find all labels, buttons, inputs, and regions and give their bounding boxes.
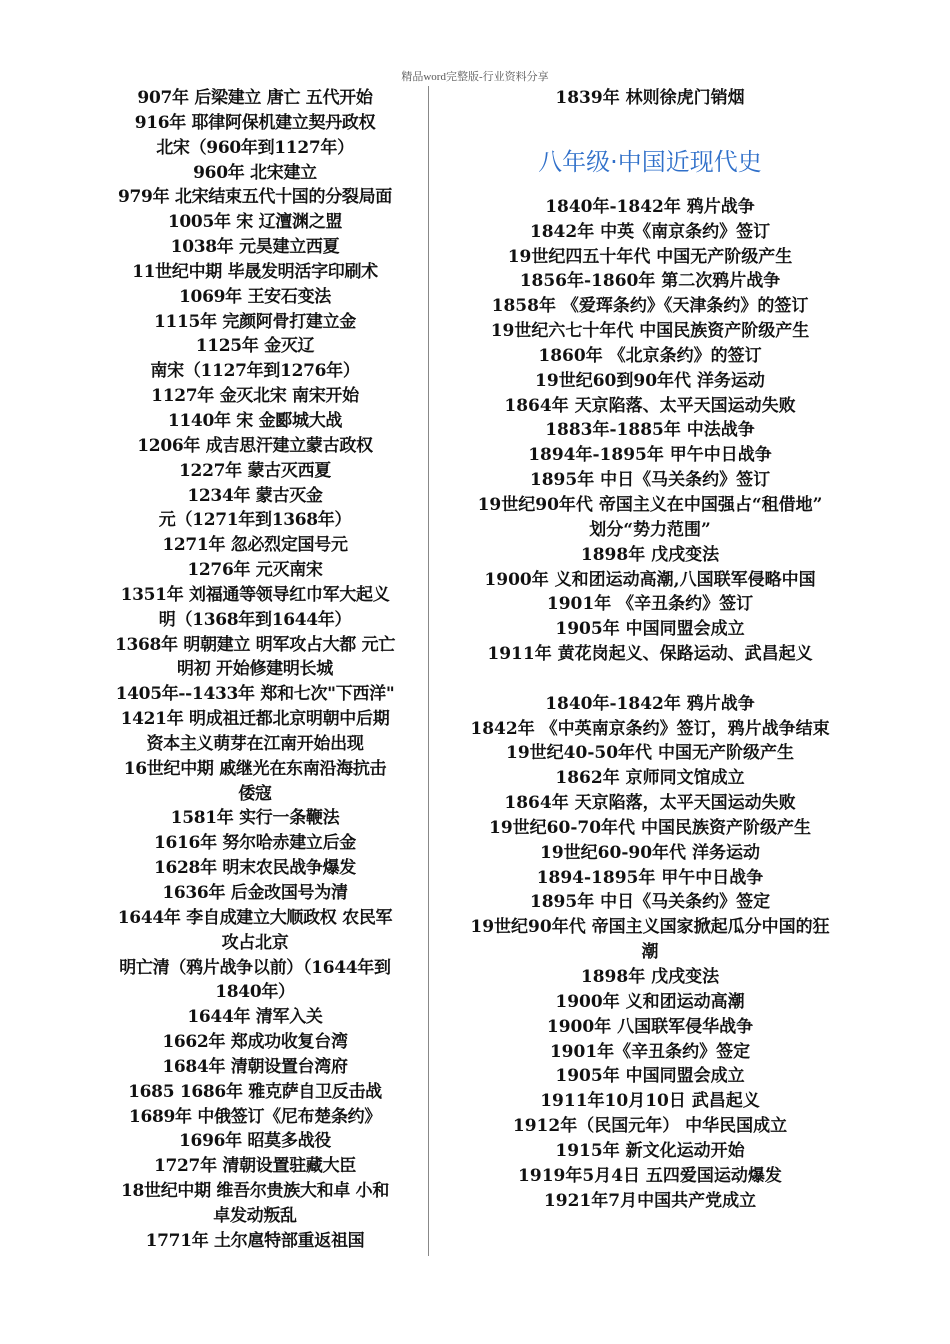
timeline-entry: 卓发动叛乱 <box>213 1205 297 1226</box>
left-column <box>96 86 414 1254</box>
timeline-entry: 1771年 土尔扈特部重返祖国 <box>145 1230 365 1251</box>
timeline-entry: 1901年《辛丑条约》签定 <box>549 1041 751 1062</box>
timeline-entry: 960年 北宋建立 <box>193 162 317 183</box>
timeline-entry: 19世纪60到90年代 洋务运动 <box>535 370 765 391</box>
timeline-entry: 1069年 王安石变法 <box>179 286 331 307</box>
timeline-entry: 资本主义萌芽在江南开始出现 <box>146 733 364 754</box>
timeline-entry: 1351年 刘福通等领导红巾军大起义 <box>120 584 390 605</box>
timeline-entry: 倭寇 <box>238 783 272 804</box>
timeline-entry: 1689年 中俄签订《尼布楚条约》 <box>128 1106 382 1127</box>
timeline-entry: 1227年 蒙古灭西夏 <box>179 460 331 481</box>
timeline-entry: 1234年 蒙古灭金 <box>187 485 323 506</box>
timeline-entry: 1038年 元昊建立西夏 <box>170 237 340 258</box>
timeline-entry: 1898年 戊戌变法 <box>580 967 720 987</box>
timeline-entry: 1911年 黄花岗起义、保路运动、武昌起义 <box>487 644 813 665</box>
timeline-entry: 1900年 八国联军侵华战争 <box>546 1016 754 1037</box>
timeline-entry: 划分“势力范围” <box>589 519 711 540</box>
timeline-entry: 1405年--1433年 郑和七次"下西洋" <box>115 684 395 705</box>
timeline-entry: 1842年 中英《南京条约》签订 <box>529 221 771 242</box>
timeline-entry: 11世纪中期 毕晟发明活字印刷术 <box>132 261 378 282</box>
timeline-entry: 1895年 中日《马关条约》签订 <box>529 470 771 491</box>
timeline-entry: 1421年 明成祖迁都北京明朝中后期 <box>120 709 390 730</box>
timeline-entry: 1125年 金灭辽 <box>195 336 315 357</box>
timeline-entry: 18世纪中期 维吾尔贵族大和卓 小和 <box>120 1181 390 1202</box>
timeline-entry: 1860年 《北京条约》的签订 <box>538 345 762 366</box>
right-column <box>440 86 860 1213</box>
timeline-entry: 1864年 天京陷落、太平天国运动失败 <box>504 395 796 416</box>
timeline-entry: 1856年-1860年 第二次鸦片战争 <box>519 271 781 292</box>
timeline-entry: 19世纪90年代 帝国主义国家掀起瓜分中国的狂 <box>470 917 830 938</box>
timeline-entry: 19世纪40-50年代 中国无产阶级产生 <box>506 743 794 764</box>
timeline-entry: 1840年-1842年 鸦片战争 <box>545 693 755 714</box>
timeline-entry: 明（1368年到1644年） <box>158 609 352 630</box>
timeline-entry: 19世纪四五十年代 中国无产阶级产生 <box>507 246 793 267</box>
timeline-entry: 1581年 实行一条鞭法 <box>170 808 340 829</box>
timeline-entry: 1894年-1895年 甲午中日战争 <box>528 445 772 466</box>
timeline-entry: 979年 北宋结束五代十国的分裂局面 <box>117 187 392 208</box>
timeline-entry: 1842年 《中英南京条约》签订，鸦片战争结束 <box>470 718 830 739</box>
timeline-entry: 1616年 努尔哈赤建立后金 <box>153 833 357 854</box>
timeline-entry: 907年 后梁建立 唐亡 五代开始 <box>137 88 373 108</box>
timeline-entry: 1115年 完颜阿骨打建立金 <box>153 311 357 332</box>
timeline-group-1 <box>440 195 860 667</box>
timeline-entry: 攻占北京 <box>221 932 289 953</box>
timeline-entry: 1895年 中日《马关条约》签定 <box>529 892 771 913</box>
timeline-entry: 明亡清（鸦片战争以前）（1644年到 <box>119 957 391 978</box>
timeline-group-2 <box>440 692 860 1214</box>
timeline-entry: 1898年 戊戌变法 <box>580 544 720 565</box>
timeline-entry: 1696年 昭莫多战役 <box>179 1131 331 1152</box>
timeline-entry: 19世纪六七十年代 中国民族资产阶级产生 <box>490 321 810 342</box>
timeline-entry: 1839年 林则徐虎门销烟 <box>555 88 745 108</box>
timeline-entry: 1206年 成吉思汗建立蒙古政权 <box>137 435 373 456</box>
timeline-entry: 1900年 义和团运动高潮,八国联军侵略中国 <box>484 569 816 590</box>
timeline-entry: 1840年） <box>215 982 295 1003</box>
timeline-entry: 19世纪60-70年代 中国民族资产阶级产生 <box>489 817 811 838</box>
section-title: 八年级·中国近现代史 <box>538 147 762 176</box>
timeline-entry: 16世纪中期 戚继光在东南沿海抗击 <box>123 758 387 779</box>
timeline-entry: 1900年 义和团运动高潮 <box>555 991 745 1012</box>
timeline-entry: 1919年5月4日 五四爱国运动爆发 <box>518 1165 782 1186</box>
column-divider <box>428 86 429 1256</box>
timeline-entry: 明初 开始修建明长城 <box>177 659 333 680</box>
timeline-entry: 916年 耶律阿保机建立契丹政权 <box>134 112 376 133</box>
timeline-entry: 19世纪90年代 帝国主义在中国强占“租借地” <box>477 494 823 515</box>
timeline-entry: 1005年 宋 辽澶渊之盟 <box>167 212 343 233</box>
timeline-entry: 1894-1895年 甲午中日战争 <box>536 867 764 888</box>
timeline-entry: 1840年-1842年 鸦片战争 <box>545 196 755 217</box>
timeline-entry: 1921年7月中国共产党成立 <box>543 1190 757 1211</box>
timeline-entry: 南宋（1127年到1276年） <box>150 361 360 382</box>
timeline-entry: 1862年 京师同文馆成立 <box>555 768 745 789</box>
timeline-entry: 1883年-1885年 中法战争 <box>545 420 755 441</box>
timeline-entry: 1662年 郑成功收复台湾 <box>162 1032 348 1053</box>
timeline-entry: 潮 <box>641 942 659 963</box>
timeline-entry: 1368年 明朝建立 明军攻占大都 元亡 <box>114 634 396 655</box>
timeline-entry: 1684年 清朝设置台湾府 <box>162 1056 348 1077</box>
timeline-entry: 元（1271年到1368年） <box>158 510 352 531</box>
timeline-entry: 1905年 中国同盟会成立 <box>555 1066 745 1087</box>
timeline-entry: 1140年 宋 金郾城大战 <box>167 410 343 431</box>
timeline-entry: 19世纪60-90年代 洋务运动 <box>540 842 760 863</box>
timeline-entry: 1911年10月10日 武昌起义 <box>540 1091 760 1112</box>
timeline-entry: 1905年 中国同盟会成立 <box>555 619 745 640</box>
timeline-entry: 北宋（960年到1127年） <box>156 137 354 158</box>
timeline-entry: 1912年（民国元年） 中华民国成立 <box>512 1116 788 1137</box>
timeline-entry: 1858年 《爱珲条约》《天津条约》的签订 <box>491 296 809 317</box>
timeline-entry: 1644年 李自成建立大顺政权 农民军 <box>117 907 393 928</box>
timeline-entry: 1864年 天京陷落，太平天国运动失败 <box>504 793 796 814</box>
timeline-entry: 1685 1686年 雅克萨自卫反击战 <box>128 1081 382 1102</box>
timeline-entry: 1727年 清朝设置驻藏大臣 <box>153 1156 357 1177</box>
timeline-entry: 1628年 明末农民战争爆发 <box>153 858 357 879</box>
timeline-entry: 1915年 新文化运动开始 <box>555 1140 745 1161</box>
timeline-entry: 1271年 忽必烈定国号元 <box>162 535 348 556</box>
timeline-entry: 1127年 金灭北宋 南宋开始 <box>151 386 359 407</box>
timeline-entry: 1276年 元灭南宋 <box>187 560 323 581</box>
timeline-entry: 1644年 清军入关 <box>187 1007 323 1028</box>
group-spacer <box>440 667 860 692</box>
page-header: 精品word完整版-行业资料分享 <box>401 71 549 83</box>
timeline-entry: 1901年 《辛丑条约》签订 <box>546 594 754 615</box>
timeline-entry: 1636年 后金改国号为清 <box>162 883 348 903</box>
